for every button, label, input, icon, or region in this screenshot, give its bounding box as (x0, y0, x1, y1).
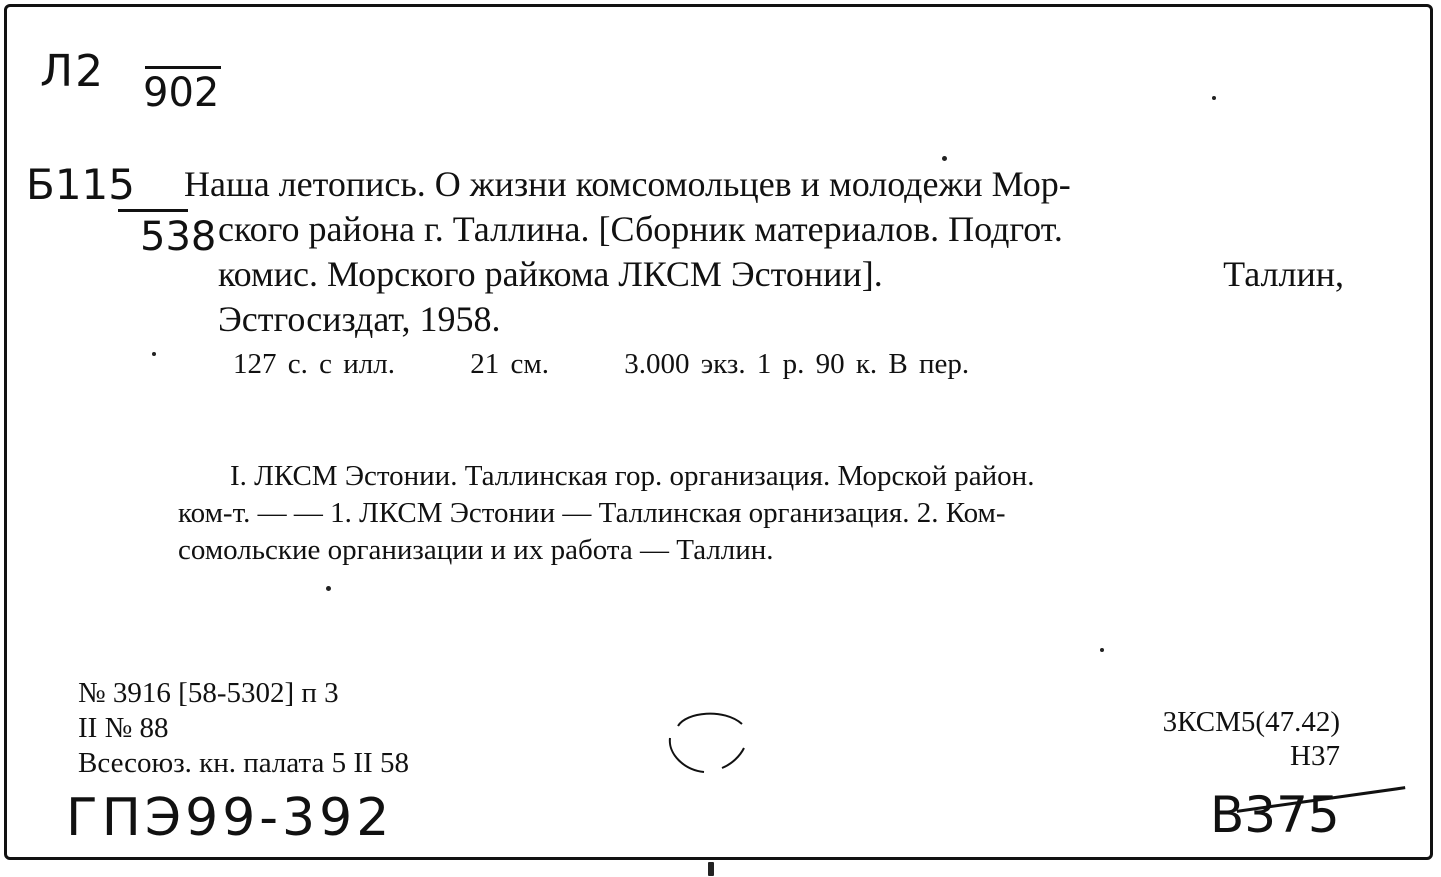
collation-size: 21 см. (470, 348, 549, 380)
speck (1100, 648, 1104, 652)
handwritten-copy-number-text: В375 (1210, 786, 1340, 844)
handwritten-denominator: 902 (143, 70, 220, 116)
shelf-mark-line1: Б115 (26, 160, 135, 209)
speck (708, 862, 714, 876)
shelf-mark-dash (118, 209, 188, 212)
speck (152, 352, 156, 356)
classification-code: 3КСМ5(47.42) (1162, 706, 1340, 738)
handwritten-copy-number (1210, 786, 1340, 844)
author-sign: Н37 (1290, 740, 1340, 772)
entry-line (184, 252, 1344, 297)
handwritten-inventory-number: ГПЭ99-392 (66, 788, 394, 848)
punch-hole-mark (664, 708, 748, 776)
subject-line: ком-т. — — 1. ЛКСМ Эстонии — Таллинская организация. 2. Ком- (178, 497, 1006, 529)
subject-line: I. ЛКСМ Эстонии. Таллинская гор. организация. Морской район. (230, 460, 1035, 492)
speck (942, 156, 947, 161)
collation-pages: 127 с. с илл. (233, 348, 395, 380)
entry-line-part: Таллин, (1223, 254, 1344, 294)
publisher-footer (78, 676, 409, 781)
entry-line: ского района г. Таллина. [Сборник материалов. Подгот. (218, 209, 1063, 249)
speck (1212, 96, 1216, 100)
footer-line: № 3916 [58-5302] п 3 (78, 677, 339, 709)
entry-line: Наша летопись. О жизни комсомольцев и молодежи Мор- (184, 164, 1071, 204)
footer-line: Всесоюз. кн. палата 5 II 58 (78, 747, 409, 779)
shelf-mark-line2: 538 (140, 214, 217, 260)
collation-edition: 3.000 экз. 1 р. 90 к. В пер. (624, 348, 970, 380)
handwritten-call-number: Л2 (40, 46, 106, 97)
entry-line: Эстгосиздат, 1958. (218, 299, 501, 339)
classification-index (1104, 705, 1340, 773)
footer-line: II № 88 (78, 712, 169, 744)
speck (326, 586, 331, 591)
handwritten-fraction (143, 66, 263, 117)
bibliographic-entry (184, 162, 1344, 342)
subject-line: сомольские организации и их работа — Таллин. (178, 534, 774, 566)
subject-headings (178, 458, 1342, 569)
entry-line-part: комис. Морского райкома ЛКСМ Эстонии]. (218, 254, 883, 294)
collation-line (233, 348, 969, 381)
